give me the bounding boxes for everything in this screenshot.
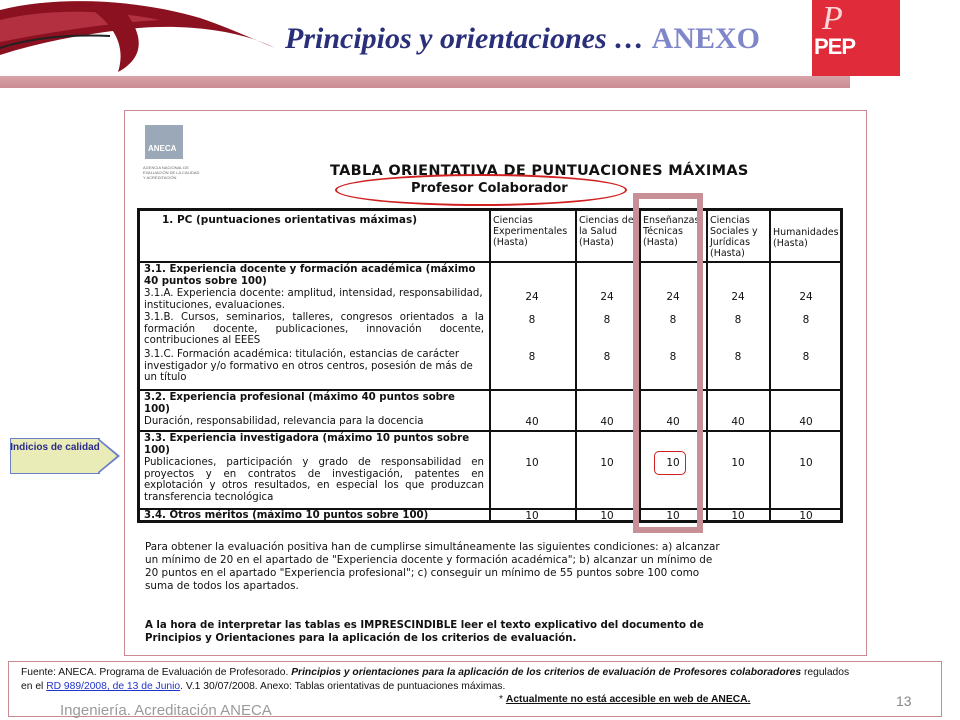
row-label: Duración, responsabilidad, relevancia para la docencia <box>144 416 424 427</box>
page-title <box>285 22 760 56</box>
score-value: 8 <box>528 351 536 363</box>
source-citation <box>21 666 861 694</box>
cell-highlight <box>654 451 686 475</box>
rd-link[interactable]: RD 989/2008, de 13 de Junio <box>46 681 181 692</box>
score-value: 8 <box>669 351 677 363</box>
row-label: 3.2. Experiencia profesional (máximo 40 puntos sobre 100) <box>144 392 455 415</box>
score-value: 10 <box>731 510 745 522</box>
score-value: 8 <box>669 314 677 326</box>
header-bar <box>0 76 850 88</box>
row-label: 3.1. Experiencia docente y formación académica (máximo 40 puntos sobre 100) <box>144 264 476 287</box>
column-header: Ciencias de la Salud (Hasta) <box>579 215 634 248</box>
score-value: 10 <box>600 457 614 469</box>
row-label: 3.4. Otros méritos (máximo 10 puntos sobre 100) <box>144 510 429 521</box>
table-corner-header: 1. PC (puntuaciones orientativas máximas) <box>162 214 418 226</box>
aneca-logo-subtext: AGENCIA NACIONAL DE EVALUACIÓN DE LA CALIDAD Y ACREDITACIÓN <box>143 165 200 180</box>
source-label: Fuente <box>21 667 54 678</box>
page-number: 13 <box>896 693 912 709</box>
row-label: 3.1.C. Formación académica: titulación, estancias de carácter investigador y/o formativo en otros centros, posesión de más de un título <box>144 349 473 383</box>
footer-brand: Ingeniería. Acreditación ANECA <box>60 702 272 719</box>
score-value: 10 <box>731 457 745 469</box>
note-text: Actualmente no está accesible en web de ANECA. <box>505 694 751 705</box>
score-value: 8 <box>802 314 810 326</box>
score-value: 10 <box>525 510 539 522</box>
score-value: 40 <box>666 416 680 428</box>
column-highlight <box>633 193 703 533</box>
score-value: 8 <box>734 351 742 363</box>
column-header: Ciencias Experimentales (Hasta) <box>493 215 568 248</box>
note-star: * <box>499 694 504 705</box>
row-label: 3.1.B. Cursos, seminarios, talleres, congresos orientados a la formación docente, publicaciones, innovación docente, contribuciones al EEES <box>144 312 484 346</box>
score-value: 40 <box>525 416 539 428</box>
page-title-main: Principios y orientaciones … <box>285 22 645 55</box>
score-value: 8 <box>603 351 611 363</box>
score-value: 8 <box>603 314 611 326</box>
scores-table <box>137 208 843 523</box>
score-value: 24 <box>799 291 813 303</box>
row-label: Publicaciones, participación y grado de responsabilidad en proyectos y en contratos de investigación, patentes en explotación y otros resultados, en especial los que produzcan transferencia tecnológica <box>144 457 484 503</box>
score-value: 8 <box>734 314 742 326</box>
table-subtitle: Profesor Colaborador <box>411 181 568 196</box>
pep-logo-text: PEP <box>814 34 856 59</box>
pep-logo <box>812 0 900 76</box>
score-value: 10 <box>799 457 813 469</box>
document-scan <box>124 110 867 656</box>
pep-logo-mark: P <box>822 0 843 37</box>
score-value: 10 <box>666 457 680 469</box>
conditions-paragraph: Para obtener la evaluación positiva han de cumplirse simultáneamente las siguientes condiciones: a) alcanzar un mínimo de 20 en el apartado de "Experiencia docente y formación académica"; b) alcanzar un mínimo de 20 puntos en el apartado "Experiencia profesional"; c) conseguir un mínimo de 55 puntos sobre 100 como suma de todos los apartados. <box>145 541 720 592</box>
score-value: 8 <box>802 351 810 363</box>
column-header: Ciencias Sociales y Jurídicas (Hasta) <box>710 215 758 259</box>
page-title-accent: ANEXO <box>651 22 761 55</box>
score-value: 10 <box>666 510 680 522</box>
aneca-logo <box>145 125 183 159</box>
score-value: 8 <box>528 314 536 326</box>
score-value: 24 <box>731 291 745 303</box>
source-title: Principios y orientaciones para la aplicación de los criterios de evaluación de Profesores colaboradores <box>291 667 802 678</box>
score-value: 24 <box>600 291 614 303</box>
score-value: 24 <box>525 291 539 303</box>
score-value: 10 <box>600 510 614 522</box>
source-end: . V.1 30/07/2008. Anexo: Tablas orientativas de puntuaciones máximas. <box>180 681 506 692</box>
score-value: 40 <box>600 416 614 428</box>
score-value: 24 <box>666 291 680 303</box>
column-header: Humanidades (Hasta) <box>773 227 839 249</box>
aneca-logo-text: ANECA <box>148 144 177 153</box>
source-text: : ANECA. Programa de Evaluación de Profesorado. <box>53 667 289 678</box>
subtitle-highlight-ellipse <box>335 174 627 206</box>
column-header: Enseñanzas Técnicas (Hasta) <box>643 215 700 248</box>
quill-decoration <box>0 0 290 78</box>
source-mid: regulados en el <box>21 667 850 692</box>
availability-note <box>499 694 750 705</box>
score-value: 10 <box>525 457 539 469</box>
interpretation-note: A la hora de interpretar las tablas es IMPRESCINDIBLE leer el texto explicativo del documento de Principios y Orientaciones para la aplicación de los criterios de evaluación. <box>145 620 704 644</box>
row-label: 3.3. Experiencia investigadora (máximo 10 puntos sobre 100) <box>144 433 470 456</box>
table-title: TABLA ORIENTATIVA DE PUNTUACIONES MÁXIMAS <box>330 163 749 179</box>
score-value: 10 <box>799 510 813 522</box>
score-value: 40 <box>799 416 813 428</box>
callout-text: Indicios de calidad <box>10 442 100 453</box>
row-label: 3.1.A. Experiencia docente: amplitud, intensidad, responsabilidad, instituciones, evaluaciones. <box>144 288 483 311</box>
score-value: 40 <box>731 416 745 428</box>
quality-indicators-callout <box>10 438 122 474</box>
